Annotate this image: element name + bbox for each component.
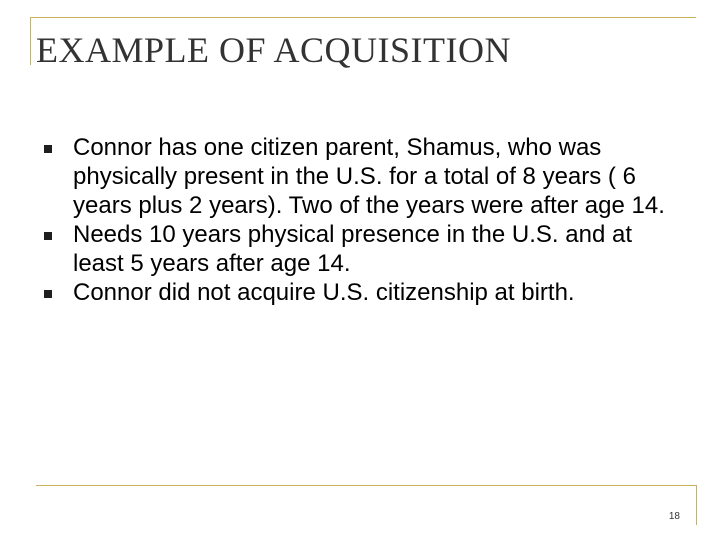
square-bullet-icon — [44, 145, 52, 153]
bullet-text: Needs 10 years physical presence in the U.S. and at least 5 years after age 14. — [73, 221, 632, 277]
bullet-item — [44, 278, 684, 307]
bullet-list — [44, 133, 684, 307]
square-bullet-icon — [44, 232, 52, 240]
bullet-item — [44, 133, 684, 220]
bullet-text: Connor has one citizen parent, Shamus, who was physically present in the U.S. for a total of 8 years ( 6 years plus 2 years). Two of the years were after age 14. — [73, 134, 665, 219]
top-frame-rule — [30, 17, 696, 18]
slide-title: EXAMPLE OF ACQUISITION — [36, 30, 512, 70]
square-bullet-icon — [44, 290, 52, 298]
left-frame-rule — [30, 17, 31, 65]
right-frame-rule — [696, 485, 697, 525]
bullet-item — [44, 220, 684, 278]
bottom-frame-rule — [36, 485, 696, 486]
page-number: 18 — [668, 511, 680, 522]
bullet-text: Connor did not acquire U.S. citizenship at birth. — [73, 279, 575, 306]
